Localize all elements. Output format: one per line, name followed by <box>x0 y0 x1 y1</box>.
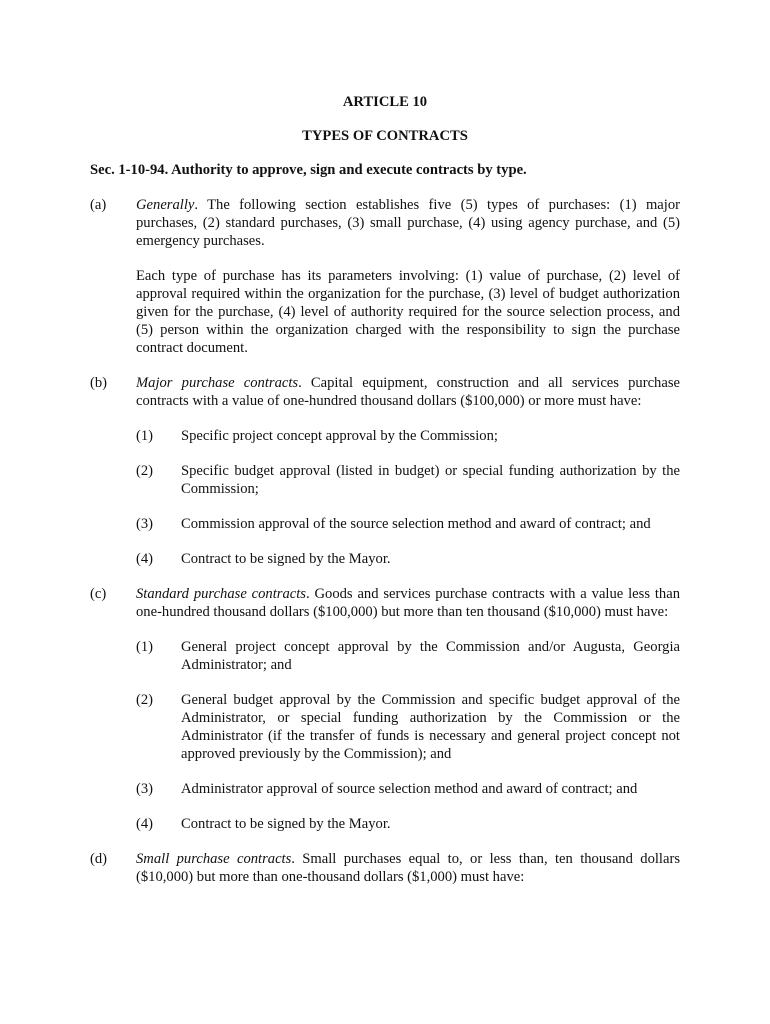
clause-label: (a) <box>90 197 107 213</box>
list-item-text: Administrator approval of source selection method and award of contract; and <box>181 781 638 797</box>
list-item-number: (2) <box>136 692 154 708</box>
list-item-number: (1) <box>136 428 154 444</box>
clause-label: (b) <box>90 375 108 391</box>
list-item <box>136 638 680 674</box>
clause-lead: Small purchase contracts <box>136 851 292 867</box>
list-item-number: (4) <box>136 551 154 567</box>
clause-paragraph <box>136 585 680 621</box>
clause-body <box>136 196 680 357</box>
list-item-text: Specific project concept approval by the Commission; <box>181 428 498 444</box>
clause-paragraph <box>136 196 680 250</box>
list-item <box>136 427 680 445</box>
list-item-text: General budget approval by the Commission and specific budget approval of the Administrator, or special funding authorization by the Commission or the Administrator (if the transfer of funds is necessary and general project concept not approved previously by the Commission); and <box>181 692 680 762</box>
article-title: ARTICLE 10 <box>342 94 428 110</box>
list-item-number: (4) <box>136 816 154 832</box>
clause-lead: Generally <box>136 197 195 213</box>
clause-lead: Standard purchase contracts <box>136 586 306 602</box>
clause-text: . Capital equipment, construction and all services purchase contracts with a value of one-hundred thousand dollars ($100,000) or more must have: <box>136 375 680 409</box>
clause-paragraph <box>136 850 680 886</box>
clause-c <box>90 585 680 833</box>
list-item-text: Commission approval of the source selection method and award of contract; and <box>181 516 651 532</box>
list-item-text: General project concept approval by the Commission and/or Augusta, Georgia Administrator; and <box>181 639 680 673</box>
list-item-number: (1) <box>136 639 154 655</box>
list-item <box>136 780 680 798</box>
clause-body <box>136 585 680 833</box>
list-item-text: Contract to be signed by the Mayor. <box>181 551 391 567</box>
clause-body <box>136 374 680 568</box>
clause-text: . The following section establishes five (5) types of purchases: (1) major purchases, (2) standard purchases, (3) small purchase, (4) using agency purchase, and (5) emergency purchases. <box>136 197 680 249</box>
list-item <box>136 462 680 498</box>
clause-paragraph <box>136 374 680 410</box>
list-item-text: Specific budget approval (listed in budget) or special funding authorization by the Commission; <box>181 463 680 497</box>
clause-text: . Goods and services purchase contracts with a value less than one-hundred thousand dollars ($100,000) but more than ten thousand ($10,000) must have: <box>136 586 680 620</box>
list-item-text: Contract to be signed by the Mayor. <box>181 816 391 832</box>
article-subtitle: TYPES OF CONTRACTS <box>302 128 468 144</box>
clause-label: (d) <box>90 851 108 867</box>
clause-b <box>90 374 680 568</box>
clause-text: . Small purchases equal to, or less than, ten thousand dollars ($10,000) but more than one-thousand dollars ($1,000) must have: <box>136 851 680 885</box>
clause-body <box>136 850 680 886</box>
clause-lead: Major purchase contracts <box>136 375 299 391</box>
list-item-number: (3) <box>136 516 154 532</box>
clause-d <box>90 850 680 886</box>
list-item <box>136 515 680 533</box>
clause-paragraph-2: Each type of purchase has its parameters involving: (1) value of purchase, (2) level of approval required within the organization for the purchase, (3) level of budget authorization given for the purchase, (4) level of authority required for the source selection process, and (5) person within the organization charged with the responsibility to sign the purchase contract document. <box>136 268 680 356</box>
clause-a <box>90 196 680 357</box>
section-heading: Sec. 1-10-94. Authority to approve, sign and execute contracts by type. <box>90 162 527 178</box>
list-item <box>136 550 680 568</box>
list-item <box>136 815 680 833</box>
list-item-number: (2) <box>136 463 154 479</box>
clause-label: (c) <box>90 586 107 602</box>
list-item <box>136 691 680 763</box>
list-item-number: (3) <box>136 781 154 797</box>
